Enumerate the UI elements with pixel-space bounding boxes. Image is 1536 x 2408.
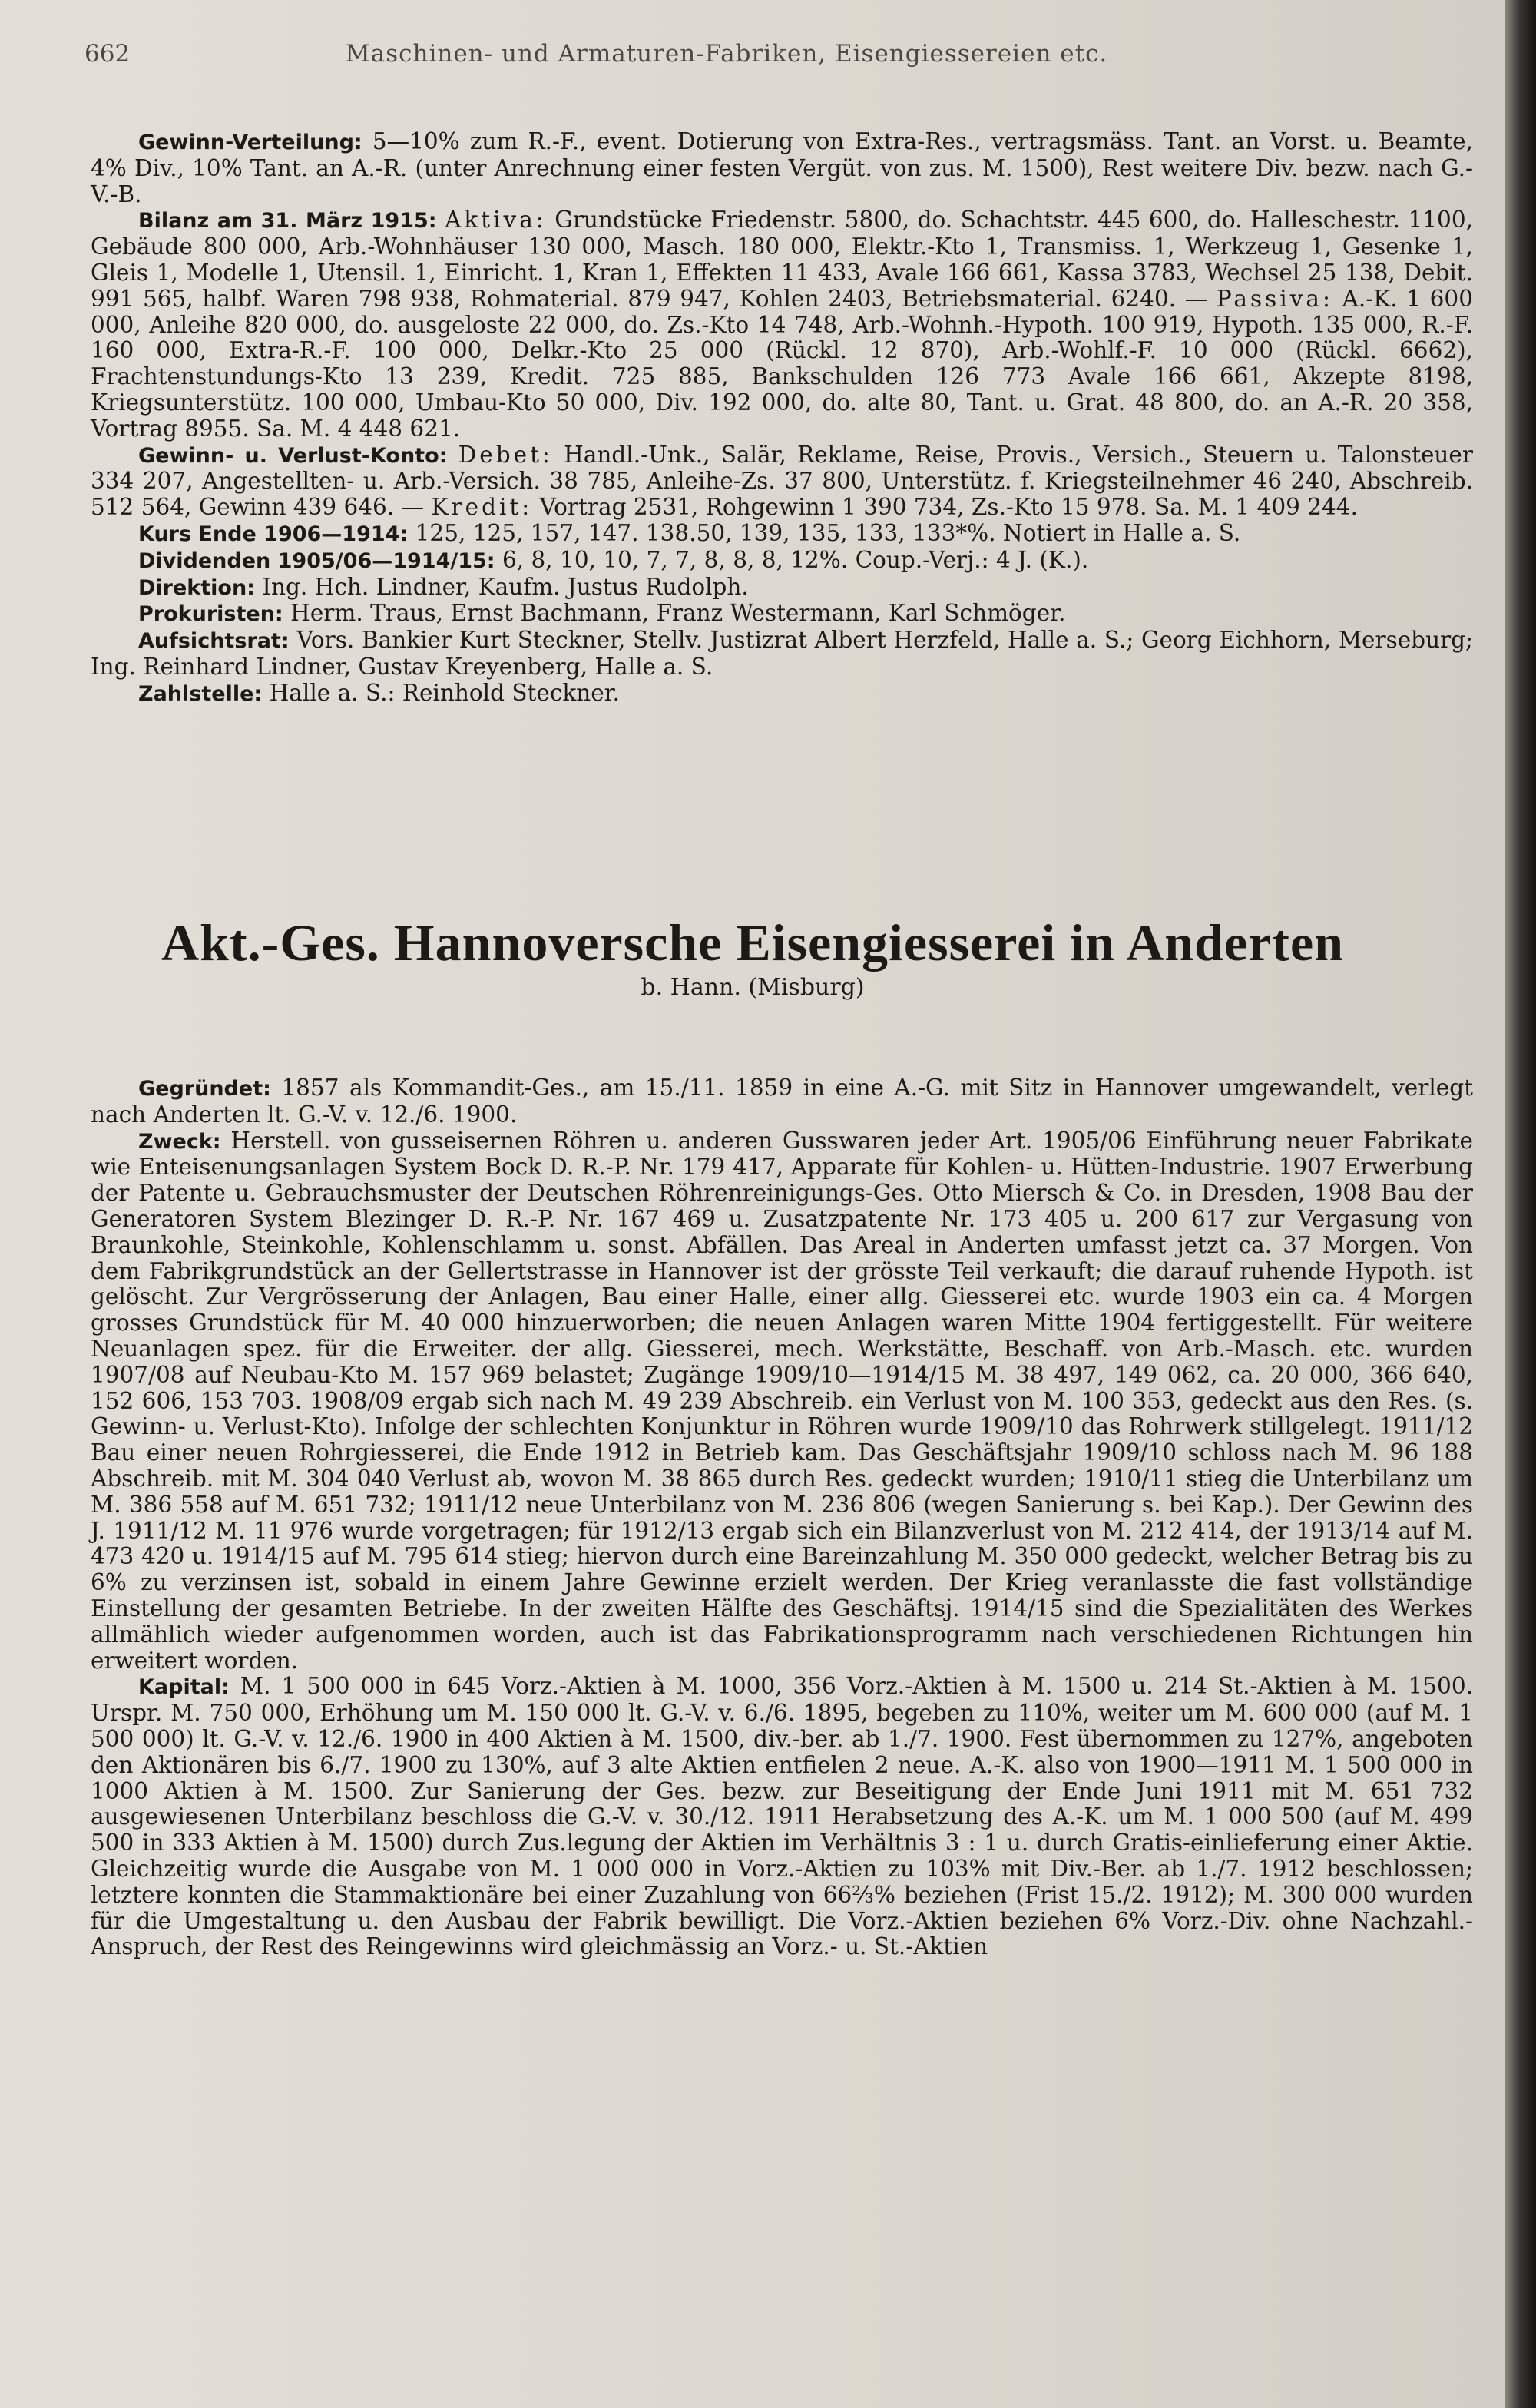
direktion-paragraph (91, 575, 1473, 601)
page-number: 662 (84, 40, 131, 68)
page-binding-edge (1505, 0, 1536, 2408)
bilanz-label: Bilanz am 31. März 1915: (138, 209, 437, 234)
zweck-label: Zweck: (138, 1129, 221, 1154)
gegruendet-text: 1857 als Kommandit-Ges., am 15./11. 1859 in eine A.-G. mit Sitz in Hannover umgewandelt, verlegt nach Anderten lt. G.-V. v. 12./6. 1900. (91, 1075, 1473, 1128)
kapital-paragraph (91, 1674, 1473, 1960)
aufsichtsrat-text: Vors. Bankier Kurt Steckner, Stellv. Justizrat Albert Herzfeld, Halle a. S.; Georg Eichhorn, Merseburg; Ing. Reinhard Lindner, Gustav Kreyenberg, Halle a. S. (91, 627, 1473, 680)
guv-debet-text: Handl.-Unk., Salär, Reklame, Reise, Provis., Versich., Steuern u. Talonsteuer 334 207, Angestellten- u. Arb.-Versich. 38 785, Anleihe-Zs. 37 800, Unterstütz. f. Kriegsteilnehmer 46 240, Abschreib. 512 564, Gewinn 439 646. — (91, 441, 1473, 521)
bilanz-passiva-text: A.-K. 1 600 000, Anleihe 820 000, do. ausgeloste 22 000, do. Zs.-Kto 14 748, Arb.-Wohnh.-Hypoth. 100 919, Hypoth. 135 000, R.-F. 160 000, Extra-R.-F. 100 000, Delkr.-Kto 25 000 (Rückl. 12 870), Arb.-Wohlf.-F. 10 000 (Rückl. 6662), Frachtenstundungs-Kto 13 239, Kredit. 725 885, Bankschulden 126 773 Avale 166 661, Akzepte 8198, Kriegsunterstütz. 100 000, Umbau-Kto 50 000, Div. 192 000, do. alte 80, Tant. u. Grat. 48 800, do. an A.-R. 20 358, Vortrag 8955. Sa. M. 4 448 621. (91, 285, 1473, 442)
direktion-text: Ing. Hch. Lindner, Kaufm. Justus Rudolph. (262, 573, 749, 600)
page-header (84, 29, 1482, 75)
kapital-text: M. 1 500 000 in 645 Vorz.-Aktien à M. 1000, 356 Vorz.-Aktien à M. 1500 u. 214 St.-Aktien à M. 1500. Urspr. M. 750 000, Erhöhung um M. 150 000 lt. G.-V. v. 6./6. 1895, begeben zu 110%, weiter um M. 600 000 (auf M. 1 500 000) lt. G.-V. v. 12./6. 1900 in 400 Aktien à M. 1500, div.-ber. ab 1./7. 1900. Fest übernommen zu 127%, angeboten den Aktionären bis 6./7. 1900 zu 130%, auf 3 alte Aktien entfielen 2 neue. A.-K. also von 1900—1911 M. 1 500 000 in 1000 Aktien à M. 1500. Zur Sanierung der Ges. bezw. zur Beseitigung der Ende Juni 1911 mit M. 651 732 ausgewiesenen Unterbilanz beschloss die G.-V. v. 30./12. 1911 Herabsetzung des A.-K. um M. 1 000 500 (auf M. 499 500 in 333 Aktien à M. 1500) durch Zus.legung der Aktien im Verhältnis 3 : 1 u. durch Gratis-einlieferung einer Aktie. Gleichzeitig wurde die Ausgabe von M. 1 000 000 in Vorz.-Aktien zu 103% mit Div.-Ber. ab 1./7. 1912 beschlossen; letztere konnten die Stammaktionäre bei einer Zuzahlung von 66⅔% beziehen (Frist 15./2. 1912); M. 300 000 wurden für die Umgestaltung u. den Ausbau der Fabrik bewilligt. Die Vorz.-Aktien beziehen 6% Vorz.-Div. ohne Nachzahl.-Anspruch, der Rest des Reingewinns wird gleichmässig an Vorz.- u. St.-Aktien (91, 1673, 1473, 1960)
dividenden-paragraph (91, 548, 1473, 575)
gegruendet-paragraph (91, 1075, 1473, 1128)
company-title: Akt.-Ges. Hannoversche Eisengiesserei in Anderten (161, 913, 1344, 972)
running-title: Maschinen- und Armaturen-Fabriken, Eisengiessereien etc. (346, 40, 1108, 68)
kurs-text: 125, 125, 157, 147. 138.50, 139, 135, 133, 133*%. Notiert in Halle a. S. (415, 519, 1241, 546)
kapital-label: Kapital: (138, 1675, 230, 1700)
direktion-label: Direktion: (138, 575, 255, 600)
debet-word: Debet: (458, 441, 553, 468)
passiva-word: Passiva: (1216, 285, 1333, 312)
gewinn-verteilung-label: Gewinn-Verteilung: (138, 131, 362, 154)
prokuristen-text: Herm. Traus, Ernst Bachmann, Franz Westermann, Karl Schmöger. (290, 600, 1066, 627)
zahlstelle-paragraph (91, 681, 1473, 707)
zahlstelle-label: Zahlstelle: (138, 681, 263, 706)
bilanz-paragraph (91, 207, 1473, 442)
previous-company-entry (91, 129, 1473, 707)
bilanz-aktiva-text: Grundstücke Friedenstr. 5800, do. Schachtstr. 445 600, do. Halleschestr. 1100, Gebäude 800 000, Arb.-Wohnhäuser 130 000, Masch. 180 000, Elektr.-Kto 1, Transmiss. 1, Werkzeug 1, Gesenke 1, Gleis 1, Modelle 1, Utensil. 1, Einricht. 1, Kran 1, Effekten 11 433, Avale 166 661, Kassa 3783, Wechsel 25 138, Debit. 991 565, halbf. Waren 798 938, Rohmaterial. 879 947, Kohlen 2403, Betriebsmaterial. 6240. — (91, 207, 1473, 312)
gewinn-verteilung-paragraph (91, 129, 1473, 207)
gegruendet-label: Gegründet: (138, 1077, 271, 1101)
company-entry (91, 1075, 1473, 1960)
aktiva-word: Aktiva: (445, 207, 547, 234)
dividenden-label: Dividenden 1905/06—1914/15: (138, 548, 495, 573)
zahlstelle-text: Halle a. S.: Reinhold Steckner. (269, 679, 620, 706)
guv-paragraph (91, 442, 1473, 521)
kredit-word: Kredit: (431, 494, 533, 521)
prokuristen-label: Prokuristen: (138, 602, 283, 627)
company-subtitle: b. Hann. (Misburg) (641, 974, 865, 1001)
guv-label: Gewinn- u. Verlust-Konto: (138, 443, 448, 468)
aufsichtsrat-paragraph (91, 628, 1473, 681)
aufsichtsrat-label: Aufsichtsrat: (138, 629, 290, 654)
gewinn-verteilung-text: 5—10% zum R.-F., event. Dotierung von Extra-Res., vertragsmäss. Tant. an Vorst. u. Beamte, 4% Div., 10% Tant. an A.-R. (unter Anrechnung einer festen Vergüt. von zus. M. 1500), Rest weitere Div. bezw. nach G.-V.-B. (91, 128, 1473, 207)
dividenden-text: 6, 8, 10, 10, 7, 7, 8, 8, 8, 12%. Coup.-Verj.: 4 J. (K.). (502, 546, 1089, 573)
kurs-paragraph (91, 521, 1473, 548)
prokuristen-paragraph (91, 601, 1473, 628)
guv-kredit-text: Vortrag 2531, Rohgewinn 1 390 734, Zs.-Kto 15 978. Sa. M. 1 409 244. (539, 494, 1358, 521)
kurs-label: Kurs Ende 1906—1914: (138, 522, 409, 546)
zweck-paragraph (91, 1128, 1473, 1674)
zweck-text: Herstell. von gusseisernen Röhren u. anderen Gusswaren jeder Art. 1905/06 Einführung neuer Fabrikate wie Enteisenungsanlagen System Bock D. R.-P. Nr. 179 417, Apparate für Kohlen- u. Hütten-Industrie. 1907 Erwerbung der Patente u. Gebrauchsmuster der Deutschen Röhrenreinigungs-Ges. Otto Miersch & Co. in Dresden, 1908 Bau der Generatoren System Blezinger D. R.-P. Nr. 167 469 u. Zusatzpatente Nr. 173 405 u. 200 617 zur Vergasung von Braunkohle, Steinkohle, Kohlenschlamm u. sonst. Abfällen. Das Areal in Anderten umfasst jetzt ca. 37 Morgen. Von dem Fabrikgrundstück an der Gellertstrasse in Hannover ist der grösste Teil verkauft; die darauf ruhende Hypoth. ist gelöscht. Zur Vergrösserung der Anlagen, Bau einer Halle, einer allg. Giesserei etc. wurde 1903 ein ca. 4 Morgen grosses Grundstück für M. 40 000 hinzuerworben; die neuen Anlagen waren Mitte 1904 fertiggestellt. Für weitere Neuanlagen spez. für die Erweiter. der allg. Giesserei, mech. Werkstätte, Beschaff. von Arb.-Masch. etc. wurden 1907/08 auf Neubau-Kto M. 157 969 belastet; Zugänge 1909/10—1914/15 M. 38 497, 149 062, ca. 20 000, 366 640, 152 606, 153 703. 1908/09 ergab sich nach M. 49 239 Abschreib. ein Verlust von M. 100 353, gedeckt aus den Res. (s. Gewinn- u. Verlust-Kto). Infolge der schlechten Konjunktur in Röhren wurde 1909/10 das Rohrwerk stillgelegt. 1911/12 Bau einer neuen Rohrgiesserei, die Ende 1912 in Betrieb kam. Das Geschäftsjahr 1909/10 schloss nach M. 96 188 Abschreib. mit M. 304 040 Verlust ab, wovon M. 38 865 durch Res. gedeckt wurden; 1910/11 stieg die Unterbilanz um M. 386 558 auf M. 651 732; 1911/12 neue Unterbilanz von M. 236 806 (wegen Sanierung s. bei Kap.). Der Gewinn des J. 1911/12 M. 11 976 wurde vorgetragen; für 1912/13 ergab sich ein Bilanzverlust von M. 212 414, der 1913/14 auf M. 473 420 u. 1914/15 auf M. 795 614 stieg; hiervon durch eine Bareinzahlung M. 350 000 gedeckt, welcher Betrag bis zu 6% zu verzinsen ist, sobald in einem Jahre Gewinne erzielt werden. Der Krieg veranlasste die fast vollständige Einstellung der gesamten Betriebe. In der zweiten Hälfte des Geschäftsj. 1914/15 sind die Spezialitäten des Werkes allmählich wieder aufgenommen worden, auch ist das Fabrikationsprogramm nach verschiedenen Richtungen hin erweitert worden. (91, 1127, 1474, 1674)
